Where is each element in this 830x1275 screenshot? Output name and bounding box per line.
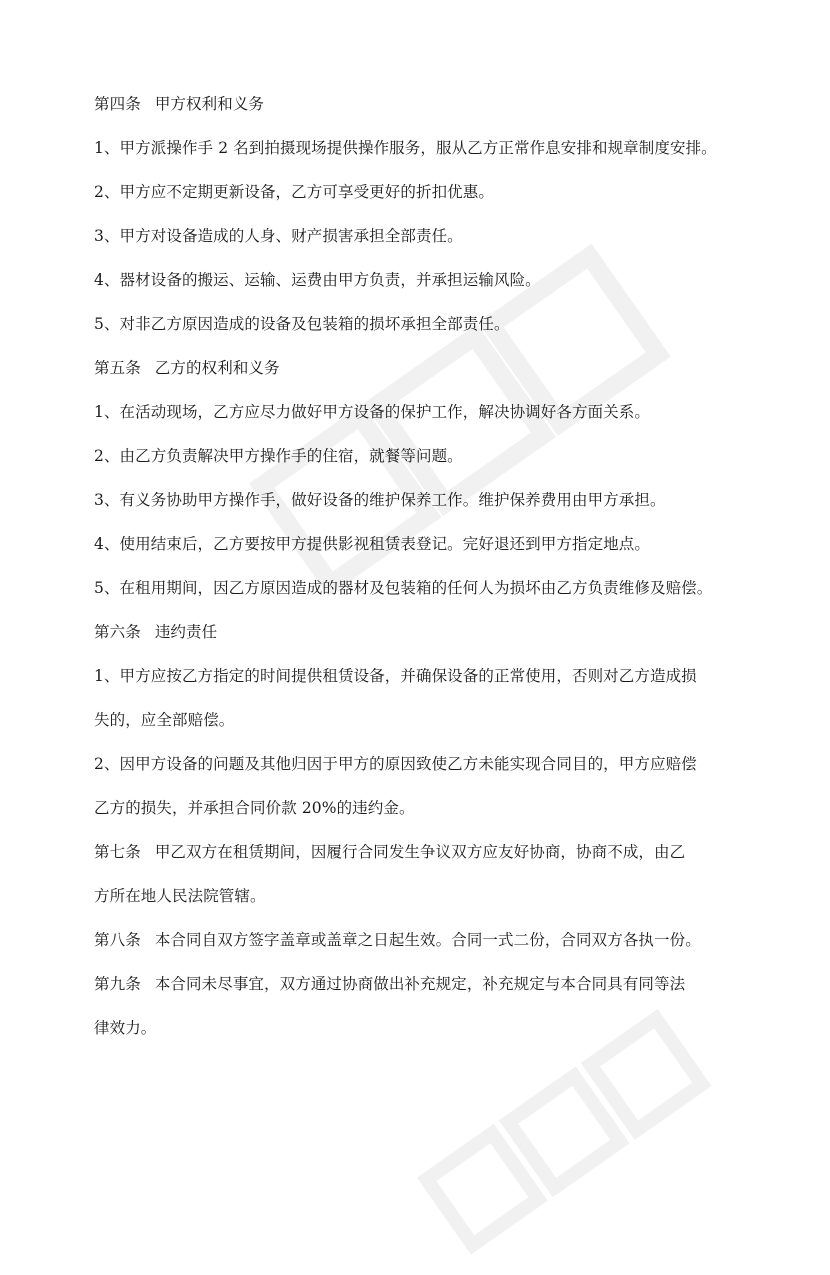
clause-item: 4、使用结束后，乙方要按甲方提供影视租赁表登记。完好退还到甲方指定地点。 [94,535,650,553]
article-number: 第八条 [94,931,141,949]
section-heading [94,616,744,649]
contract-body [94,88,744,1045]
clause-item: 1、在活动现场，乙方应尽力做好甲方设备的保护工作，解决协调好各方面关系。 [94,403,650,421]
article-9 [94,968,744,1045]
article-title: 甲方权利和义务 [154,95,265,113]
clause-item-line: 乙方的损失，并承担合同价款 20%的违约金。 [94,799,415,817]
clause-item-line: 失的，应全部赔偿。 [94,711,235,729]
clause-item: 3、有义务协助甲方操作手，做好设备的维护保养工作。维护保养费用由甲方承担。 [94,491,666,509]
article-number: 第七条 [94,843,141,861]
article-text: 本合同未尽事宜，双方通过协商做出补充规定，补充规定与本合同具有同等法 [154,975,686,993]
article-number: 第九条 [94,975,141,993]
clause-item: 3、甲方对设备造成的人身、财产损害承担全部责任。 [94,227,463,245]
article-text: 本合同自双方签字盖章或盖章之日起生效。合同一式二份，合同双方各执一份。 [154,931,701,949]
clause-item-line: 2、因甲方设备的问题及其他归因于甲方的原因致使乙方未能实现合同目的，甲方应赔偿 [94,755,697,773]
section-heading [94,352,744,385]
article-number: 第五条 [94,359,141,377]
article-line [94,836,744,869]
clause-item: 1、甲方派操作手 2 名到拍摄现场提供操作服务，服从乙方正常作息安排和规章制度安排。 [94,139,717,157]
article-title: 乙方的权利和义务 [154,359,280,377]
section-article-6 [94,616,744,836]
clause-item: 5、在租用期间，因乙方原因造成的器材及包装箱的任何人为损坏由乙方负责维修及赔偿。 [94,579,713,597]
section-article-5 [94,352,744,616]
article-number: 第四条 [94,95,141,113]
clause-item-line: 1、甲方应按乙方指定的时间提供租赁设备，并确保设备的正常使用，否则对乙方造成损 [94,667,697,685]
article-line: 方所在地人民法院管辖。 [94,887,266,905]
article-text: 甲乙双方在租赁期间，因履行合同发生争议双方应友好协商，协商不成，由乙 [154,843,686,861]
article-8 [94,924,744,968]
article-7 [94,836,744,924]
section-heading [94,88,744,121]
section-article-4 [94,88,744,352]
article-line: 律效力。 [94,1019,157,1037]
article-number: 第六条 [94,623,141,641]
clause-item: 2、甲方应不定期更新设备，乙方可享受更好的折扣优惠。 [94,183,494,201]
clause-item: 5、对非乙方原因造成的设备及包装箱的损坏承担全部责任。 [94,315,510,333]
article-line [94,924,744,957]
clause-item: 2、由乙方负责解决甲方操作手的住宿，就餐等问题。 [94,447,463,465]
article-title: 违约责任 [154,623,218,641]
clause-item: 4、器材设备的搬运、运输、运费由甲方负责，并承担运输风险。 [94,271,541,289]
watermark-logo-bottom [413,1005,728,1275]
article-line [94,968,744,1001]
